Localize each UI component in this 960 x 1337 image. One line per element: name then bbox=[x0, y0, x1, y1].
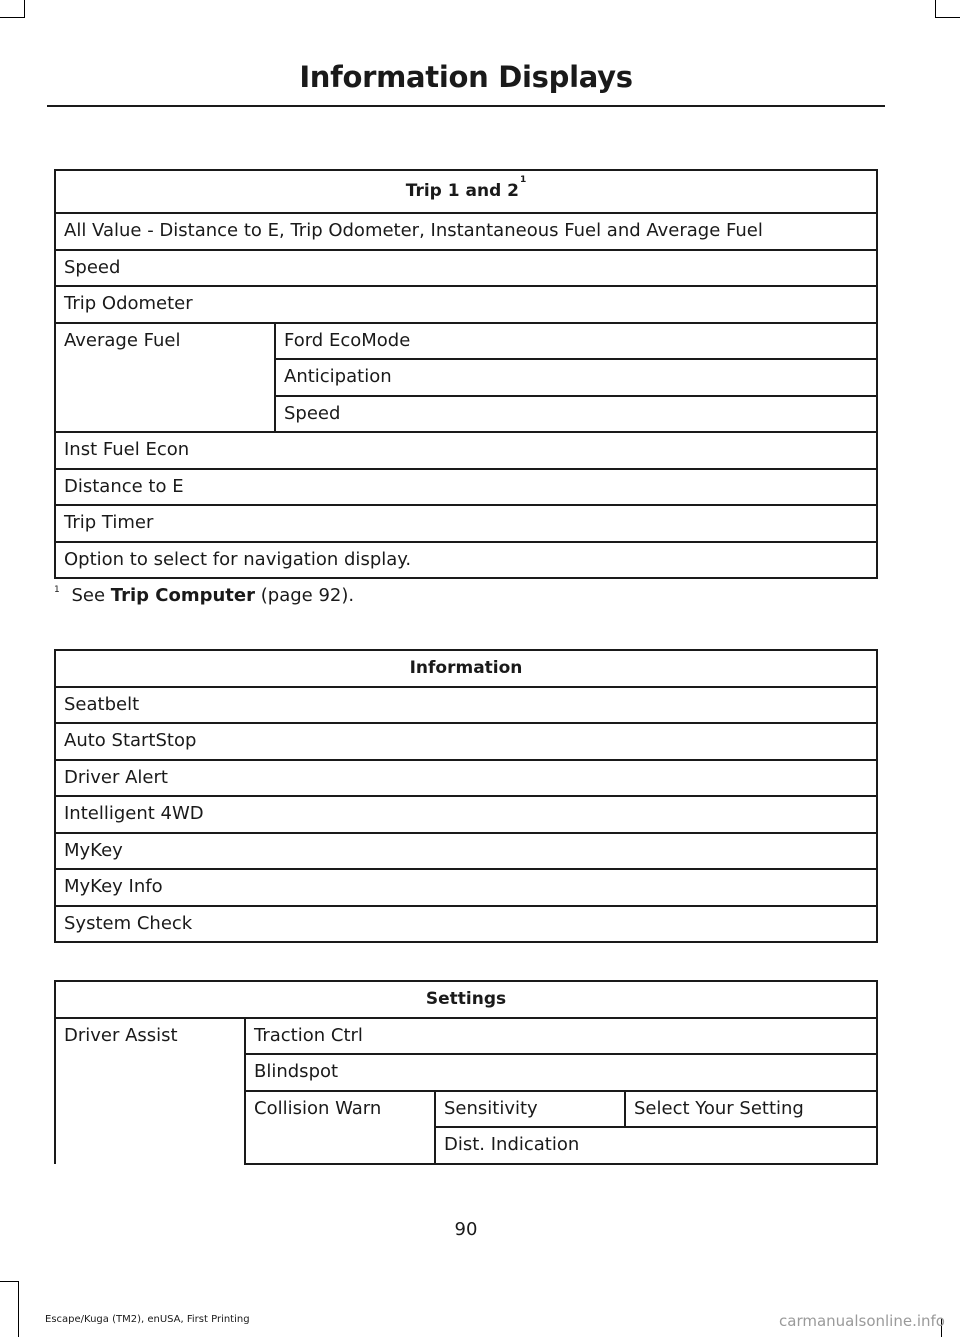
table-cell: MyKey bbox=[55, 833, 877, 870]
crop-mark bbox=[24, 0, 25, 18]
table-cell: Trip Odometer bbox=[55, 286, 877, 323]
table-cell: Traction Ctrl bbox=[245, 1018, 877, 1055]
table-row bbox=[55, 469, 877, 506]
table-row bbox=[55, 1018, 877, 1055]
footer-printing: Escape/Kuga (TM2), enUSA, First Printing bbox=[45, 1314, 250, 1325]
footnote-marker: 1 bbox=[520, 175, 527, 185]
page-number: 90 bbox=[454, 1219, 478, 1240]
footnote-link[interactable]: Trip Computer bbox=[110, 585, 256, 606]
crop-mark bbox=[0, 17, 24, 18]
information-table bbox=[54, 649, 878, 943]
information-table-title: Information bbox=[55, 650, 877, 687]
table-header-row bbox=[55, 981, 877, 1018]
footnote-number: 1 bbox=[54, 585, 60, 595]
table-row bbox=[55, 286, 877, 323]
table-row bbox=[55, 213, 877, 250]
table-cell: Speed bbox=[275, 396, 877, 433]
trip-table-title bbox=[55, 170, 877, 213]
table-row bbox=[55, 906, 877, 943]
table-cell: Speed bbox=[55, 250, 877, 287]
table-cell: Seatbelt bbox=[55, 687, 877, 724]
table-row bbox=[55, 869, 877, 906]
table-header-row bbox=[55, 170, 877, 213]
table-cell: Sensitivity bbox=[435, 1091, 625, 1128]
footnote-page-ref: (page 92). bbox=[260, 585, 355, 606]
table-cell: Dist. Indication bbox=[435, 1127, 877, 1164]
table-row bbox=[55, 833, 877, 870]
table-cell: Collision Warn bbox=[245, 1091, 435, 1164]
table-cell: Ford EcoMode bbox=[275, 323, 877, 360]
settings-table bbox=[54, 980, 878, 1165]
watermark: carmanualsonline.info bbox=[779, 1312, 945, 1330]
page-title: Information Displays bbox=[299, 60, 633, 94]
crop-mark bbox=[18, 1281, 19, 1337]
table-row bbox=[55, 723, 877, 760]
table-cell: Driver Assist bbox=[55, 1018, 245, 1164]
table-cell: Inst Fuel Econ bbox=[55, 432, 877, 469]
settings-table-title: Settings bbox=[55, 981, 877, 1018]
table-row bbox=[55, 687, 877, 724]
table-cell: Average Fuel bbox=[55, 323, 275, 433]
footnote-see: See bbox=[71, 585, 106, 606]
table-cell: System Check bbox=[55, 906, 877, 943]
table-cell: MyKey Info bbox=[55, 869, 877, 906]
table-row bbox=[55, 432, 877, 469]
table-row bbox=[55, 505, 877, 542]
trip-table-title-text: Trip 1 and 2 bbox=[405, 181, 519, 201]
table-cell: Select Your Setting bbox=[625, 1091, 877, 1128]
table-cell: Intelligent 4WD bbox=[55, 796, 877, 833]
table-cell: Anticipation bbox=[275, 359, 877, 396]
footnote bbox=[54, 585, 354, 606]
table-row bbox=[55, 760, 877, 797]
crop-mark bbox=[935, 0, 936, 18]
table-cell: Option to select for navigation display. bbox=[55, 542, 877, 579]
trip-table bbox=[54, 169, 878, 579]
table-row bbox=[55, 796, 877, 833]
table-row bbox=[55, 542, 877, 579]
crop-mark bbox=[936, 17, 960, 18]
table-row bbox=[55, 250, 877, 287]
table-header-row bbox=[55, 650, 877, 687]
table-row bbox=[55, 323, 877, 360]
table-cell: Blindspot bbox=[245, 1054, 877, 1091]
table-cell: All Value - Distance to E, Trip Odometer, Instantaneous Fuel and Average Fuel bbox=[55, 213, 877, 250]
crop-mark bbox=[0, 1281, 18, 1282]
table-cell: Auto StartStop bbox=[55, 723, 877, 760]
table-cell: Driver Alert bbox=[55, 760, 877, 797]
table-cell: Distance to E bbox=[55, 469, 877, 506]
table-cell: Trip Timer bbox=[55, 505, 877, 542]
title-divider bbox=[47, 105, 885, 107]
